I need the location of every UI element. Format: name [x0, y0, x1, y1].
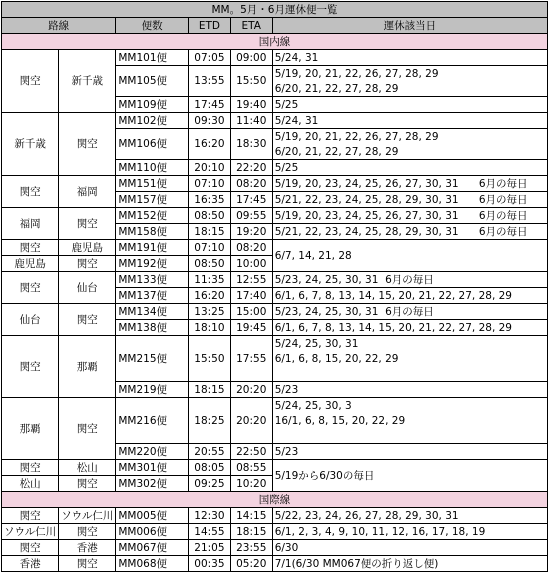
header-days: 運休該当日	[272, 18, 547, 34]
suspension-note: 6月の毎日	[385, 305, 434, 318]
header-flight: 便数	[116, 18, 189, 34]
etd: 11:35	[188, 272, 230, 288]
route-from: 新千歳	[2, 113, 59, 176]
eta: 20:20	[230, 382, 272, 398]
flight-no: MM110便	[116, 160, 189, 176]
eta: 17:40	[230, 288, 272, 304]
suspension-days: 5/25	[272, 160, 547, 176]
eta: 19:20	[230, 224, 272, 240]
eta: 08:20	[230, 176, 272, 192]
etd: 18:25	[188, 398, 230, 444]
suspension-days: 5/21, 22, 23, 24, 25, 28, 29, 30, 31	[272, 224, 477, 240]
route-from: 関空	[2, 460, 59, 476]
etd: 09:25	[188, 476, 230, 492]
flight-no: MM137便	[116, 288, 189, 304]
route-from: 関空	[2, 176, 59, 208]
etd: 18:15	[188, 382, 230, 398]
suspension-days: 5/19から6/30の毎日	[272, 460, 547, 492]
eta: 09:55	[230, 208, 272, 224]
etd: 07:10	[188, 176, 230, 192]
flight-no: MM101便	[116, 50, 189, 66]
flight-no: MM109便	[116, 97, 189, 113]
route-to: 新千歳	[59, 50, 116, 113]
route-from: 関空	[2, 272, 59, 304]
suspension-days: 6/1, 2, 3, 4, 9, 10, 11, 12, 16, 17, 18, 19	[272, 524, 547, 540]
route-from: ソウル仁川	[2, 524, 59, 540]
route-to: 鹿児島	[59, 240, 116, 256]
eta: 10:00	[230, 256, 272, 272]
flight-no: MM216便	[116, 398, 189, 444]
flight-no: MM301便	[116, 460, 189, 476]
route-to: 福岡	[59, 176, 116, 208]
eta: 08:20	[230, 240, 272, 256]
suspended-flights-table	[1, 1, 548, 572]
flight-no: MM133便	[116, 272, 189, 288]
flight-no: MM219便	[116, 382, 189, 398]
suspension-days: 6/20, 21, 22, 27, 28, 29	[272, 81, 547, 97]
route-to: 仙台	[59, 272, 116, 304]
route-to: 関空	[59, 398, 116, 460]
suspension-days: 5/24, 31	[272, 50, 547, 66]
route-to: 関空	[59, 556, 116, 572]
suspension-days: 16/1, 6, 8, 15, 20, 22, 29	[272, 413, 547, 428]
flight-no: MM067便	[116, 540, 189, 556]
eta: 18:30	[230, 129, 272, 160]
etd: 08:05	[188, 460, 230, 476]
flight-no: MM151便	[116, 176, 189, 192]
header-eta: ETA	[230, 18, 272, 34]
flight-no: MM005便	[116, 508, 189, 524]
etd: 12:30	[188, 508, 230, 524]
flight-no: MM192便	[116, 256, 189, 272]
route-to: ソウル仁川	[59, 508, 116, 524]
suspension-days: 5/19, 20, 23, 24, 25, 26, 27, 30, 31	[272, 208, 477, 224]
suspension-days: 5/24, 25, 30, 3	[272, 398, 547, 414]
flight-no: MM006便	[116, 524, 189, 540]
etd: 20:55	[188, 444, 230, 460]
route-from: 福岡	[2, 208, 59, 240]
route-from: 関空	[2, 240, 59, 256]
route-to: 那覇	[59, 336, 116, 398]
etd: 08:50	[188, 256, 230, 272]
etd: 18:15	[188, 224, 230, 240]
route-from: 関空	[2, 336, 59, 398]
flight-no: MM134便	[116, 304, 189, 320]
suspension-days-text: 5/23, 24, 25, 30, 31	[274, 305, 379, 318]
etd: 13:25	[188, 304, 230, 320]
suspension-days: 6/1, 6, 7, 8, 13, 14, 15, 20, 21, 22, 27, 28, 29	[272, 288, 547, 304]
route-from: 香港	[2, 556, 59, 572]
suspension-days: 5/25	[272, 97, 547, 113]
eta: 22:20	[230, 160, 272, 176]
suspension-note: 6月の毎日	[477, 224, 548, 240]
etd: 17:45	[188, 97, 230, 113]
etd: 21:05	[188, 540, 230, 556]
suspension-days: 7/1(6/30 MM067便の折り返し便)	[272, 556, 547, 572]
flight-no: MM158便	[116, 224, 189, 240]
flight-no: MM106便	[116, 129, 189, 160]
flight-no: MM215便	[116, 336, 189, 382]
etd: 16:20	[188, 288, 230, 304]
eta: 19:45	[230, 320, 272, 336]
suspension-days: 5/22, 23, 24, 26, 27, 28, 29, 30, 31	[272, 508, 547, 524]
suspension-note: 6月の毎日	[477, 176, 548, 192]
eta: 17:55	[230, 336, 272, 382]
eta: 14:15	[230, 508, 272, 524]
etd: 07:10	[188, 240, 230, 256]
route-to: 関空	[59, 113, 116, 176]
suspension-days: 5/19, 20, 23, 24, 25, 26, 27, 30, 31	[272, 176, 477, 192]
header-route: 路線	[2, 18, 116, 34]
route-to: 松山	[59, 460, 116, 476]
eta: 09:00	[230, 50, 272, 66]
suspension-days: 5/23	[272, 382, 547, 398]
eta: 17:45	[230, 192, 272, 208]
route-from: 鹿児島	[2, 256, 59, 272]
suspension-days	[272, 272, 477, 288]
eta: 15:00	[230, 304, 272, 320]
etd: 09:30	[188, 113, 230, 129]
eta: 19:40	[230, 97, 272, 113]
section-international: 国際線	[2, 492, 548, 508]
route-to: 関空	[59, 476, 116, 492]
route-to: 関空	[59, 256, 116, 272]
etd: 15:50	[188, 336, 230, 382]
eta: 15:50	[230, 66, 272, 97]
etd: 16:20	[188, 129, 230, 160]
eta: 22:50	[230, 444, 272, 460]
suspension-days: 5/21, 22, 23, 24, 25, 28, 29, 30, 31	[272, 192, 477, 208]
suspension-days-text: 5/23, 24, 25, 30, 31	[274, 273, 379, 286]
etd: 13:55	[188, 66, 230, 97]
route-to: 関空	[59, 524, 116, 540]
eta: 08:55	[230, 460, 272, 476]
flight-no: MM220便	[116, 444, 189, 460]
suspension-days: 5/24, 31	[272, 113, 547, 129]
flight-no: MM068便	[116, 556, 189, 572]
suspension-days: 6/1, 6, 8, 15, 20, 22, 29	[272, 351, 547, 366]
route-from: 仙台	[2, 304, 59, 336]
flight-no: MM105便	[116, 66, 189, 97]
etd: 18:10	[188, 320, 230, 336]
header-etd: ETD	[188, 18, 230, 34]
suspension-days: 5/23	[272, 444, 547, 460]
suspension-note: 6月の毎日	[477, 192, 548, 208]
etd: 08:50	[188, 208, 230, 224]
route-from: 那覇	[2, 398, 59, 460]
suspension-days: 6/7, 14, 21, 28	[272, 240, 547, 272]
etd: 20:10	[188, 160, 230, 176]
route-from: 関空	[2, 50, 59, 113]
route-to: 関空	[59, 208, 116, 240]
etd: 00:35	[188, 556, 230, 572]
suspension-days: 5/19, 20, 21, 22, 26, 27, 28, 29	[272, 129, 547, 145]
eta: 11:40	[230, 113, 272, 129]
flight-no: MM191便	[116, 240, 189, 256]
suspension-days	[272, 304, 477, 320]
suspension-days: 6/1, 6, 7, 8, 13, 14, 15, 20, 21, 22, 27, 28, 29	[272, 320, 547, 336]
flight-no: MM157便	[116, 192, 189, 208]
suspension-note: 6月の毎日	[385, 273, 434, 286]
table-title: MM。5月・6月運休便一覧	[2, 2, 548, 18]
eta: 05:20	[230, 556, 272, 572]
eta: 12:55	[230, 272, 272, 288]
eta: 18:15	[230, 524, 272, 540]
eta: 23:55	[230, 540, 272, 556]
flight-no: MM152便	[116, 208, 189, 224]
etd: 16:35	[188, 192, 230, 208]
etd: 07:05	[188, 50, 230, 66]
flight-no: MM302便	[116, 476, 189, 492]
route-to: 関空	[59, 304, 116, 336]
eta: 20:20	[230, 398, 272, 444]
suspension-note: 6月の毎日	[477, 208, 548, 224]
etd: 14:55	[188, 524, 230, 540]
section-domestic: 国内線	[2, 34, 548, 50]
suspension-days: 6/30	[272, 540, 547, 556]
suspension-days: 5/19, 20, 21, 22, 26, 27, 28, 29	[272, 66, 547, 82]
suspension-days: 5/24, 25, 30, 31	[272, 336, 547, 352]
route-to: 香港	[59, 540, 116, 556]
route-from: 関空	[2, 540, 59, 556]
flight-no: MM102便	[116, 113, 189, 129]
suspension-days: 6/20, 21, 22, 27, 28, 29	[272, 144, 547, 160]
eta: 10:20	[230, 476, 272, 492]
route-from: 関空	[2, 508, 59, 524]
flight-no: MM138便	[116, 320, 189, 336]
route-from: 松山	[2, 476, 59, 492]
